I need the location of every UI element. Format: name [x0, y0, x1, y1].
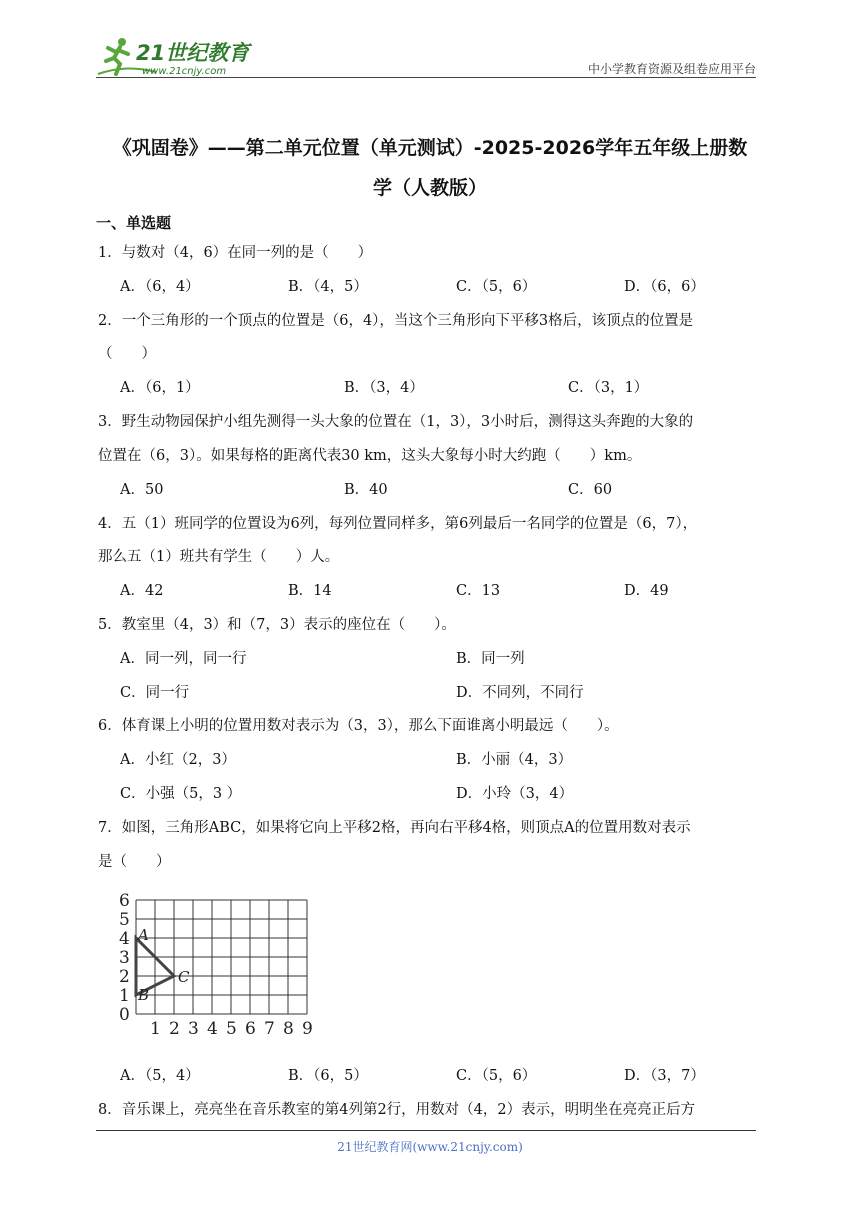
question-2-text: 2．一个三角形的一个顶点的位置是（6，4），当这个三角形向下平移3格后，该顶点的位置是: [98, 313, 694, 329]
question-7-text-cont: 是（ ）: [98, 854, 171, 870]
x-tick-label: 6: [245, 1019, 256, 1039]
q4-option-d: D．49: [624, 583, 669, 599]
page-footer: 21世纪教育网(www.21cnjy.com): [337, 1140, 523, 1154]
header-rule: [96, 77, 756, 78]
question-7-text: 7．如图，三角形ABC，如果将它向上平移2格，再向右平移4格，则顶点A的位置用数对表示: [98, 820, 691, 836]
x-tick-label: 7: [264, 1019, 275, 1039]
q5-option-d: D．不同列，不同行: [456, 685, 584, 701]
q5-option-b: B．同一列: [456, 651, 525, 667]
section-heading: 一、单选题: [96, 214, 172, 232]
platform-name: 中小学教育资源及组卷应用平台: [587, 62, 756, 76]
y-tick-label: 6: [119, 891, 130, 911]
question-3-text-cont: 位置在（6，3）。如果每格的距离代表30 km，这头大象每小时大约跑（ ）km。: [98, 448, 642, 464]
q1-option-c: C．（5，6）: [456, 279, 537, 295]
q3-option-b: B．40: [344, 482, 388, 498]
q2-option-b: B．（3，4）: [344, 380, 424, 396]
q6-option-d: D．小玲（3，4）: [456, 786, 574, 802]
q7-option-a: A．（5，4）: [120, 1068, 200, 1084]
x-tick-label: 3: [188, 1019, 199, 1039]
footer-rule: [96, 1130, 756, 1131]
q5-option-a: A．同一列，同一行: [120, 651, 247, 667]
q3-option-a: A．50: [120, 482, 164, 498]
q2-option-c: C．（3，1）: [568, 380, 649, 396]
q7-option-c: C．（5，6）: [456, 1068, 537, 1084]
q6-option-c: C．小强（5，3 ）: [120, 786, 242, 802]
y-tick-label: 4: [119, 929, 130, 949]
vertex-label-b: B: [138, 986, 150, 1004]
question-2-text-cont: （ ）: [98, 346, 156, 362]
q7-option-b: B．（6，5）: [288, 1068, 368, 1084]
y-tick-label: 5: [119, 910, 130, 930]
y-tick-label: 3: [119, 948, 130, 968]
q1-option-d: D．（6，6）: [624, 279, 705, 295]
question-4-text: 4．五（1）班同学的位置设为6列，每列位置同样多，第6列最后一名同学的位置是（6，7），: [98, 516, 698, 532]
q6-option-a: A．小红（2，3）: [120, 752, 236, 768]
question-6-text: 6．体育课上小明的位置用数对表示为（3，3），那么下面谁离小明最远（ ）。: [98, 718, 619, 734]
q2-option-a: A．（6，1）: [120, 380, 200, 396]
vertex-label-c: C: [178, 968, 190, 986]
x-tick-label: 1: [150, 1019, 161, 1039]
question-5-text: 5．教室里（4，3）和（7，3）表示的座位在（ ）。: [98, 617, 456, 633]
title-line-2: 学（人教版）: [372, 177, 487, 199]
q1-option-b: B．（4，5）: [288, 279, 368, 295]
y-tick-label: 0: [119, 1005, 130, 1025]
title-line-1: 《巩固卷》——第二单元位置（单元测试）-2025-2026学年五年级上册数: [112, 137, 748, 159]
x-tick-label: 8: [283, 1019, 294, 1039]
logo-url: www.21cnjy.com: [142, 66, 227, 77]
q4-option-a: A．42: [120, 583, 164, 599]
page-title: [96, 128, 764, 208]
logo: [96, 34, 266, 78]
page-header: [96, 34, 756, 80]
q4-option-b: B．14: [288, 583, 332, 599]
q6-option-b: B．小丽（4，3）: [456, 752, 573, 768]
question-3-text: 3．野生动物园保护小组先测得一头大象的位置在（1，3），3小时后，测得这头奔跑的大象的: [98, 414, 694, 430]
q5-option-c: C．同一行: [120, 685, 190, 701]
x-tick-label: 9: [302, 1019, 313, 1039]
y-tick-label: 1: [119, 986, 130, 1006]
question-1-text: 1．与数对（4，6）在同一列的是（ ）: [98, 245, 373, 261]
q3-option-c: C．60: [568, 482, 613, 498]
x-tick-label: 5: [226, 1019, 237, 1039]
q1-option-a: A．（6，4）: [120, 279, 200, 295]
x-tick-label: 2: [169, 1019, 180, 1039]
vertex-label-a: A: [138, 926, 149, 944]
y-tick-label: 2: [119, 967, 130, 987]
question-8-text: 8．音乐课上，亮亮坐在音乐教室的第4列第2行，用数对（4，2）表示，明明坐在亮亮正后方: [98, 1102, 696, 1118]
question-4-text-cont: 那么五（1）班共有学生（ ）人。: [98, 549, 340, 565]
coordinate-grid-figure: [116, 878, 316, 1058]
x-tick-label: 4: [207, 1019, 218, 1039]
logo-text: 21世纪教育: [136, 41, 250, 65]
q7-option-d: D．（3，7）: [624, 1068, 705, 1084]
q4-option-c: C．13: [456, 583, 501, 599]
